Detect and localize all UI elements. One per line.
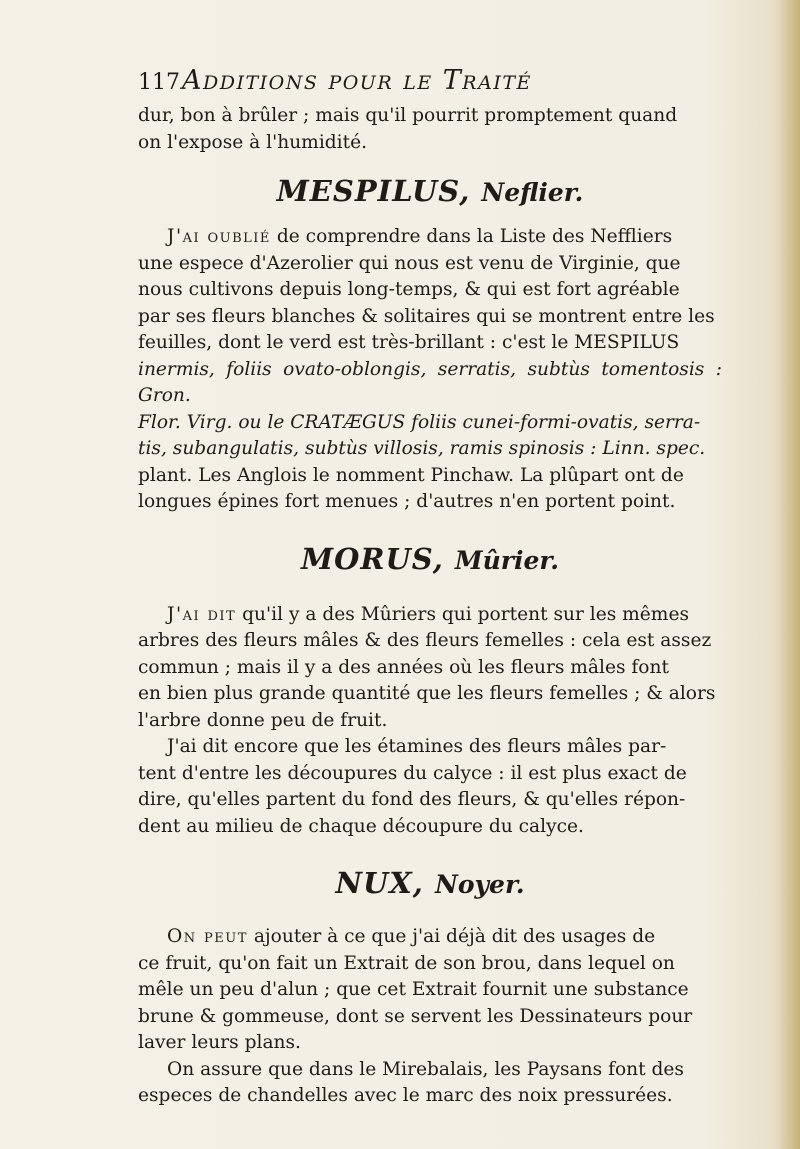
text-line: On peut ajouter à ce que j'ai déjà dit des usages de bbox=[167, 926, 656, 947]
text-line: dent au milieu de chaque découpure du calyce. bbox=[138, 815, 584, 837]
text-line: brune & gommeuse, dont se servent les Dessinateurs pour bbox=[138, 1005, 693, 1027]
text-line: longues épines fort menues ; d'autres n'en portent point. bbox=[138, 491, 676, 512]
section-heading-morus bbox=[138, 542, 722, 578]
text-line: plant. Les Anglois le nomment Pinchaw. La plûpart ont de bbox=[138, 464, 684, 486]
text-line: inermis, foliis ovato-oblongis, serratis, subtùs tomentosis : Gron. bbox=[138, 358, 722, 406]
lead-word: J'ai dit bbox=[167, 603, 237, 625]
heading-sub: Mûrier. bbox=[454, 545, 559, 575]
heading-main: NUX, bbox=[335, 866, 424, 900]
text-line: arbres des fleurs mâles & des fleurs femelles : cela est assez bbox=[138, 630, 712, 651]
text-line: J'ai dit qu'il y a des Mûriers qui portent sur les mêmes bbox=[167, 603, 689, 625]
section-heading-mespilus bbox=[138, 174, 722, 210]
text-line: feuilles, dont le verd est très-brillant : c'est le MESPILUS bbox=[138, 332, 680, 353]
lead-word: J'ai oublié bbox=[167, 226, 271, 247]
lead-word: On peut bbox=[167, 926, 248, 947]
text-line: especes de chandelles avec le marc des noix pressurées. bbox=[138, 1085, 673, 1106]
section-body-mespilus bbox=[138, 224, 722, 516]
text-line: J'ai oublié de comprendre dans la Liste des Neffliers bbox=[167, 226, 673, 247]
text-line: une espece d'Azerolier qui nous est venu de Virginie, que bbox=[138, 252, 681, 274]
heading-sub: Noyer. bbox=[434, 870, 525, 899]
heading-sub: Neflier. bbox=[481, 178, 584, 207]
heading-main: MESPILUS, bbox=[276, 174, 471, 208]
intro-line-1: dur, bon à brûler ; mais qu'il pourrit promptement quand bbox=[138, 105, 678, 126]
section-body-morus bbox=[138, 602, 722, 841]
page-content bbox=[138, 64, 722, 1110]
section-heading-nux bbox=[138, 866, 722, 902]
text-line: On assure que dans le Mirebalais, les Paysans font des bbox=[167, 1058, 684, 1080]
section-body-nux bbox=[138, 924, 722, 1110]
text-line: mêle un peu d'alun ; que cet Extrait fournit une substance bbox=[138, 979, 689, 1000]
text-line: en bien plus grande quantité que les fleurs femelles ; & alors bbox=[138, 683, 716, 704]
text-line: commun ; mais il y a des années où les fleurs mâles font bbox=[138, 656, 669, 678]
text-line: tis, subangulatis, subtùs villosis, ramis spinosis : Linn. spec. bbox=[138, 438, 706, 459]
text-line: laver leurs plans. bbox=[138, 1032, 301, 1053]
text-line: par ses fleurs blanches & solitaires qui se montrent entre les bbox=[138, 305, 715, 327]
page-edge bbox=[778, 0, 800, 1149]
page-number: 117 bbox=[138, 70, 180, 95]
text-line: tent d'entre les découpures du calyce : il est plus exact de bbox=[138, 762, 687, 784]
text-line: J'ai dit encore que les étamines des fleurs mâles par- bbox=[167, 736, 667, 757]
heading-main: MORUS, bbox=[301, 541, 444, 576]
text-line: dire, qu'elles partent du fond des fleurs, & qu'elles répon- bbox=[138, 789, 686, 810]
running-head bbox=[138, 64, 722, 100]
text-line: l'arbre donne peu de fruit. bbox=[138, 709, 388, 731]
intro-line-2: on l'expose à l'humidité. bbox=[138, 131, 367, 153]
text-line: nous cultivons depuis long-temps, & qui est fort agréable bbox=[138, 279, 680, 300]
text-line: ce fruit, qu'on fait un Extrait de son brou, dans lequel on bbox=[138, 952, 675, 974]
text-line: Flor. Virg. ou le CRATÆGUS foliis cunei-formi-ovatis, serra- bbox=[138, 411, 701, 433]
running-head-title: Additions pour le Traité bbox=[182, 65, 532, 96]
